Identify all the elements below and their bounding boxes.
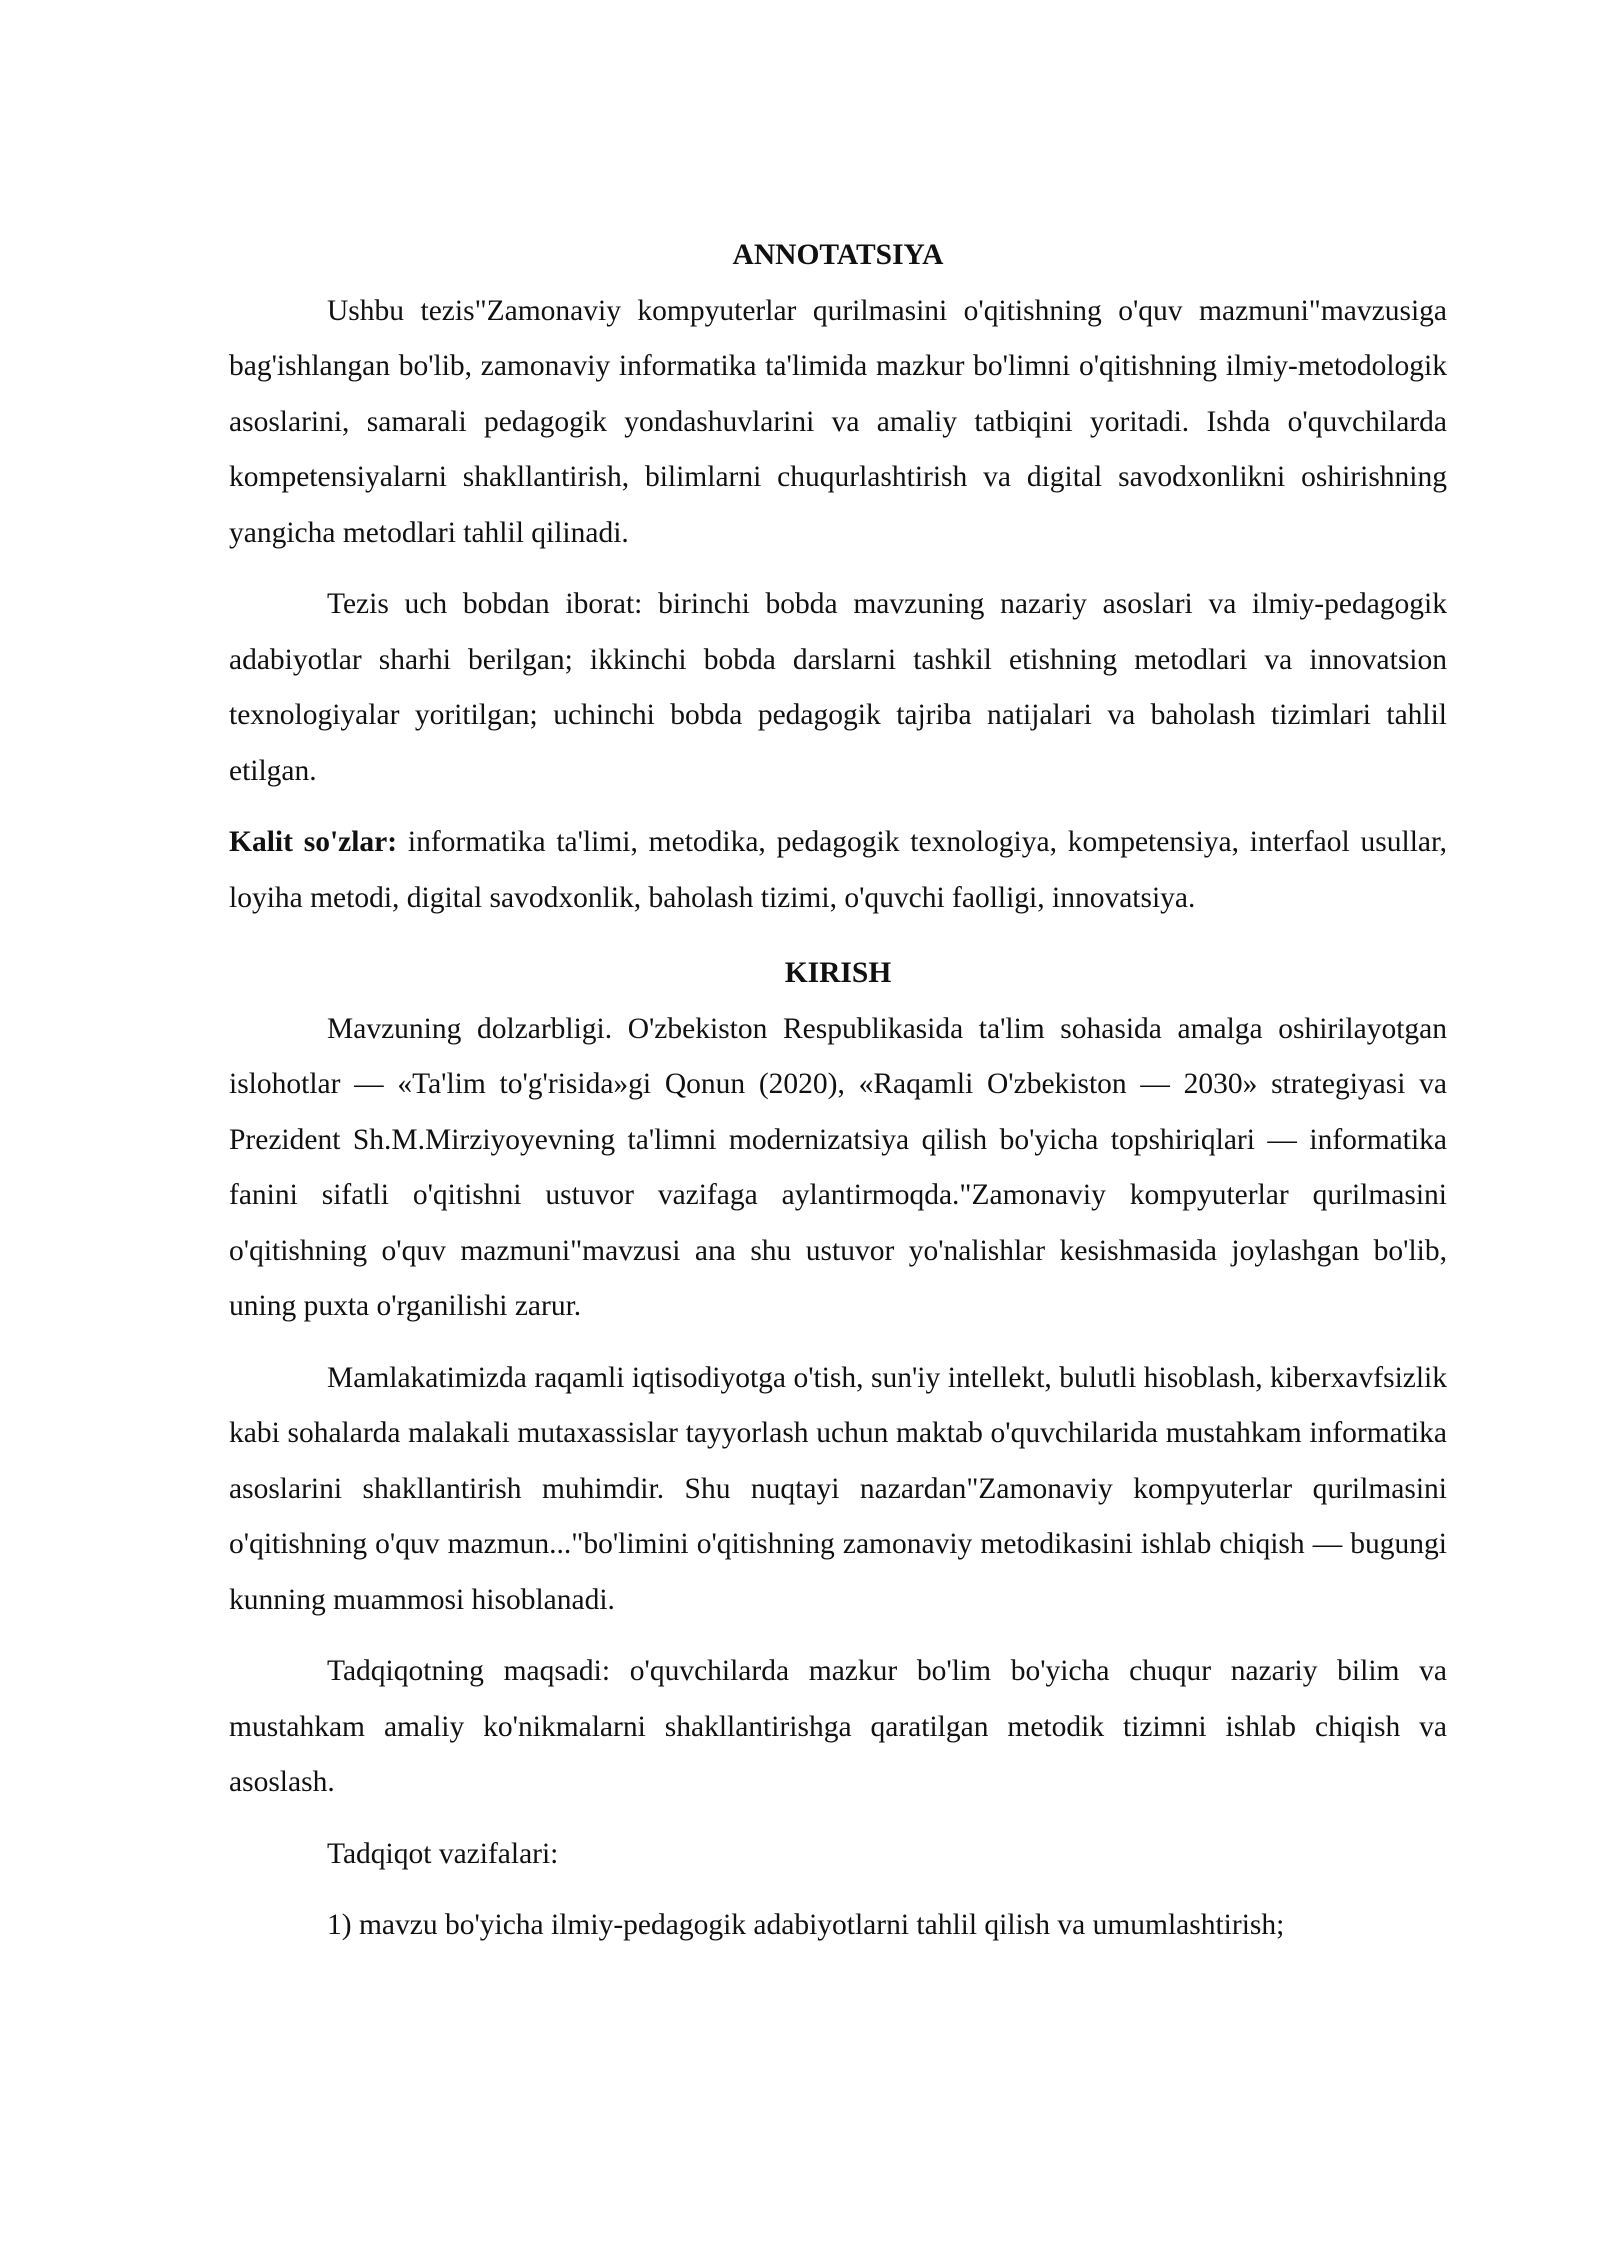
annotation-paragraph-1: Ushbu tezis"Zamonaviy kompyuterlar qurilmasini o'qitishning o'quv mazmuni"mavzusiga bag'ishlangan bo'lib, zamonaviy informatika ta'limida mazkur bo'limni o'qitishning ilmiy-metodologik asoslarini, samarali pedagogik yondashuvlarini va amaliy tatbiqini yoritadi. Ishda o'quvchilarda kompetensiyalarni shakllantirish, bilimlarni chuqurlashtirish va digital savodxonlikni oshirishning yangicha metodlari tahlil qilinadi. bbox=[229, 294, 1447, 549]
introduction-heading: KIRISH bbox=[784, 957, 892, 989]
task-item: 1) mavzu bo'yicha ilmiy-pedagogik adabiyotlarni tahlil qilish va umumlashtirish; bbox=[327, 1909, 1285, 1941]
keywords-text: informatika ta'limi, metodika, pedagogik texnologiya, kompetensiya, interfaol usullar, loyiha metodi, digital savodxonlik, baholash tizimi, o'quvchi faolligi, innovatsiya. bbox=[229, 826, 1447, 914]
introduction-paragraph-2: Mamlakatimizda raqamli iqtisodiyotga o'tish, sun'iy intellekt, bulutli hisoblash, kiberxavfsizlik kabi sohalarda malakali mutaxassislar tayyorlash uchun maktab o'quvchilarida mustahkam informatika asoslarini shakllantirish muhimdir. Shu nuqtayi nazardan"Zamonaviy kompyuterlar qurilmasini o'qitishning o'quv mazmun..."bo'limini o'qitishning zamonaviy metodikasini ishlab chiqish — bugungi kunning muammosi hisoblanadi. bbox=[229, 1361, 1447, 1616]
keywords-label: Kalit so'zlar: bbox=[229, 826, 398, 858]
annotation-paragraph-2: Tezis uch bobdan iborat: birinchi bobda mavzuning nazariy asoslari va ilmiy-pedagogik adabiyotlar sharhi berilgan; ikkinchi bobda darslarni tashkil etishning metodlari va innovatsion texnologiyalar yoritilgan; uchinchi bobda pedagogik tajriba natijalari va baholash tizimlari tahlil etilgan. bbox=[229, 588, 1447, 787]
introduction-paragraph-1: Mavzuning dolzarbligi. O'zbekiston Respublikasida ta'lim sohasida amalga oshirilayotgan islohotlar — «Ta'lim to'g'risida»gi Qonun (2020), «Raqamli O'zbekiston — 2030» strategiyasi va Prezident Sh.M.Mirziyoyevning ta'limni modernizatsiya qilish bo'yicha topshiriqlari — informatika fanini sifatli o'qitishni ustuvor vazifaga aylantirmoqda."Zamonaviy kompyuterlar qurilmasini o'qitishning o'quv mazmuni"mavzusi ana shu ustuvor yo'nalishlar kesishmasida joylashgan bo'lib, uning puxta o'rganilishi zarur. bbox=[229, 1012, 1447, 1322]
page-content bbox=[229, 228, 1447, 1970]
tasks-label: Tadqiqot vazifalari: bbox=[327, 1837, 559, 1870]
annotation-heading: ANNOTATSIYA bbox=[732, 239, 944, 271]
keywords-paragraph bbox=[229, 815, 1447, 926]
introduction-paragraph-3: Tadqiqotning maqsadi: o'quvchilarda mazkur bo'lim bo'yicha chuqur nazariy bilim va mustahkam amaliy ko'nikmalarni shakllantirishga qaratilgan metodik tizimni ishlab chiqish va asoslash. bbox=[229, 1655, 1447, 1798]
